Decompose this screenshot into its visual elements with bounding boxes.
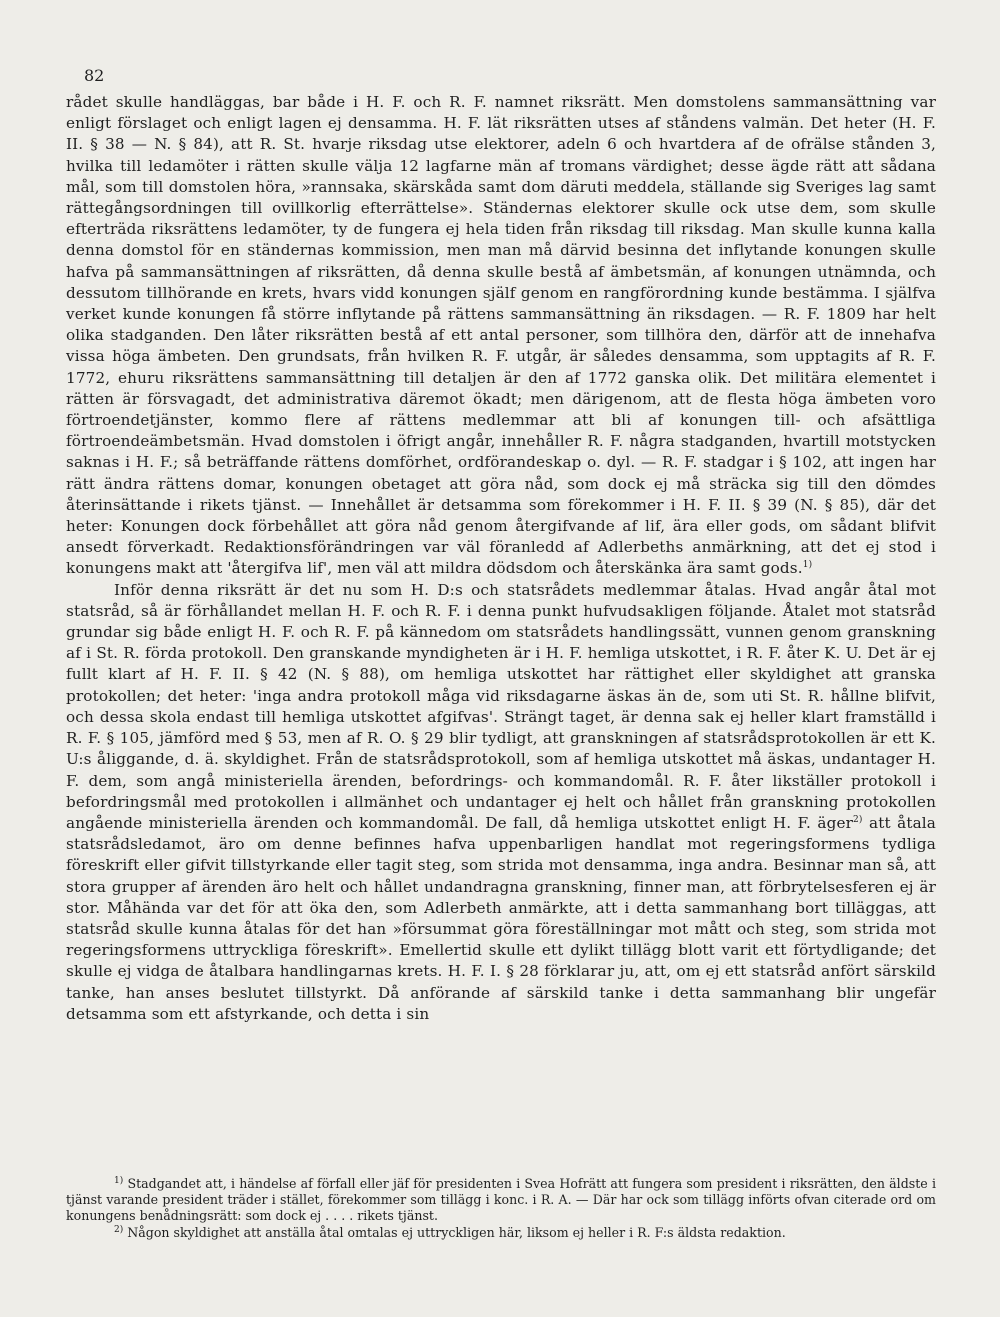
paragraph-2	[66, 580, 936, 1025]
footnote-1-mark: 1)	[114, 1175, 124, 1186]
footnote-2-text: Någon skyldighet att anställa åtal omtalas ej uttryckligen här, liksom ej heller i R. F:s äldsta redaktion.	[127, 1224, 786, 1240]
paragraph-1	[66, 92, 936, 580]
paragraph-1-text: rådet skulle handläggas, bar både i H. F. och R. F. namnet riksrätt. Men domstolens sammansättning var enligt förslaget och enligt lagen ej densamma. H. F. lät riksrätten utses af ståndens valmän. Det heter (H. F. II. § 38 — N. § 84), att R. St. hvarje riksdag utse elektorer, adeln 6 och hvartdera af de ofrälse stånden 3, hvilka till ledamöter i rätten skulle välja 12 lagfarne män af tromans värdighet; desse ägde rätt att sådana mål, som till domstolen höra, »rannsaka, skärskåda samt dom däruti meddela, ställande sig Sveriges lag samt rättegångsordningen till ovillkorlig efterrättelse». Ständernas elektorer skulle ock utse dem, som skulle efterträda riksrättens ledamöter, ty de fungera ej hela tiden från riksdag till riksdag. Man skulle kunna kalla denna domstol för en ständernas kommission, men man må därvid besinna det inflytande konungen skulle hafva på sammansättningen af riksrätten, då denna skulle bestå af ämbetsmän, af konungen utnämnda, och dessutom tillhörande en krets, hvars vidd konungen själf genom en rangförordning kunde bestämma. I själfva verket kunde konungen få större inflytande på rättens sammansättning än riksdagen. — R. F. 1809 har helt olika stadganden. Den låter riksrätten bestå af ett antal personer, som tillhöra den, därför att de innehafva vissa höga ämbeten. Den grundsats, från hvilken R. F. utgår, är således densamma, som upptagits af R. F. 1772, ehuru riksrättens sammansättning till detaljen är den af 1772 ganska olik. Det militära elementet i rätten är försvagadt, det administrativa däremot ökadt; men därigenom, att de flesta höga ämbeten voro förtroendetjänster, kommo flere af rättens medlemmar att bli af konungen till- och afsättliga förtroendeämbetsmän. Hvad domstolen i öfrigt angår, innehåller R. F. några stadganden, hvartill motstycken saknas i H. F.; så beträffande rättens domförhet, ordförandeskap o. dyl. — R. F. stadgar i § 102, att ingen har rätt ändra rättens domar, konungen obetaget att göra nåd, som dock ej må sträcka sig till den dömdes återinsättande i rikets tjänst. — Innehållet är detsamma som förekommer i H. F. II. § 39 (N. § 85), där det heter: Konungen dock förbehållet att göra nåd genom återgifvande af lif, ära eller gods, om sådant blifvit ansedt förverkadt. Redaktionsförändringen var väl föranledd af Adlerbeths anmärkning, att det ej stod i konungens makt att 'återgifva lif', men väl att mildra dödsdom och återskänka ära samt gods.	[66, 93, 936, 578]
footnote-1	[66, 1176, 936, 1225]
footnote-ref-2: 2)	[853, 814, 863, 825]
footnote-2-mark: 2)	[114, 1224, 124, 1235]
footnotes	[66, 1176, 936, 1241]
footnote-1-text: Stadgandet att, i händelse af förfall eller jäf för presidenten i Svea Hofrätt att fungera som president i riksrätten, den äldste i tjänst varande president träder i stället, förekommer som tillägg i konc. i R. A. — Där har ock som tillägg införts ofvan citerade ord om konungens benådningsrätt: som dock ej . . . . rikets tjänst.	[66, 1176, 936, 1224]
page-number: 82	[84, 66, 105, 85]
paragraph-2-text: Inför denna riksrätt är det nu som H. D:s och statsrådets medlemmar åtalas. Hvad angår åtal mot statsråd, så är förhållandet mellan H. F. och R. F. i denna punkt hufvudsakligen följande. Åtalet mot statsråd grundar sig både enligt H. F. och R. F. på kännedom om statsrådets handlingssätt, vunnen genom granskning af i St. R. förda protokoll. Den granskande myndigheten är i H. F. hemliga utskottet, i R. F. åter K. U. Det är ej fullt klart af H. F. II. § 42 (N. § 88), om hemliga utskottet har rättighet eller skyldighet att granska protokollen; det heter: 'inga andra protokoll måga vid riksdagarne äskas än de, som uti St. R. hållne blifvit, och dessa skola endast till hemliga utskottet afgifvas'. Strängt taget, är denna sak ej heller klart framställd i R. F. § 105, jämförd med § 53, men af R. O. § 29 blir tydligt, att granskningen af statsrådsprotokollen är ett K. U:s åliggande, d. ä. skyldighet. Från de statsrådsprotokoll, som af hemliga utskottet må äskas, undantager H. F. dem, som angå ministeriella ärenden, befordrings- och kommandomål. R. F. åter likställer protokoll i befordringsmål med protokollen i allmänhet och undantager ej helt och hållet från granskning protokollen angående ministeriella ärenden och kommandomål. De fall, då hemliga utskottet enligt H. F. äger	[66, 580, 936, 832]
body-text	[66, 92, 936, 1025]
footnote-ref-1: 1)	[802, 560, 813, 571]
paragraph-2-continuation: att åtala statsrådsledamot, äro om denne befinnes hafva uppenbarligen handlat mot regeringsformens tydliga föreskrift eller gifvit tillstyrkande eller tagit steg, som strida mot densamma, inga andra. Besinnar man så, att stora grupper af ärenden äro helt och hållet undandragna granskning, finner man, att förbrytelsesferen ej är stor. Måhända var det för att öka den, som Adlerbeth anmärkte, att i detta sammanhang bort tilläggas, att statsråd skulle kunna åtalas för det han »försummat göra föreställningar mot mått och steg, som strida mot regeringsformens uttryckliga föreskrift». Emellertid skulle ett dylikt tillägg blott varit ett förtydligande; det skulle ej vidga de åtalbara handlingarnas krets. H. F. I. § 28 förklarar ju, att, om ej ett statsråd anfört särskild tanke, han anses beslutet tillstyrkt. Då anförande af särskild tanke i detta sammanhang blir ungefär detsamma som ett afstyrkande, och detta i sin	[66, 813, 936, 1023]
footnote-2	[66, 1225, 936, 1241]
